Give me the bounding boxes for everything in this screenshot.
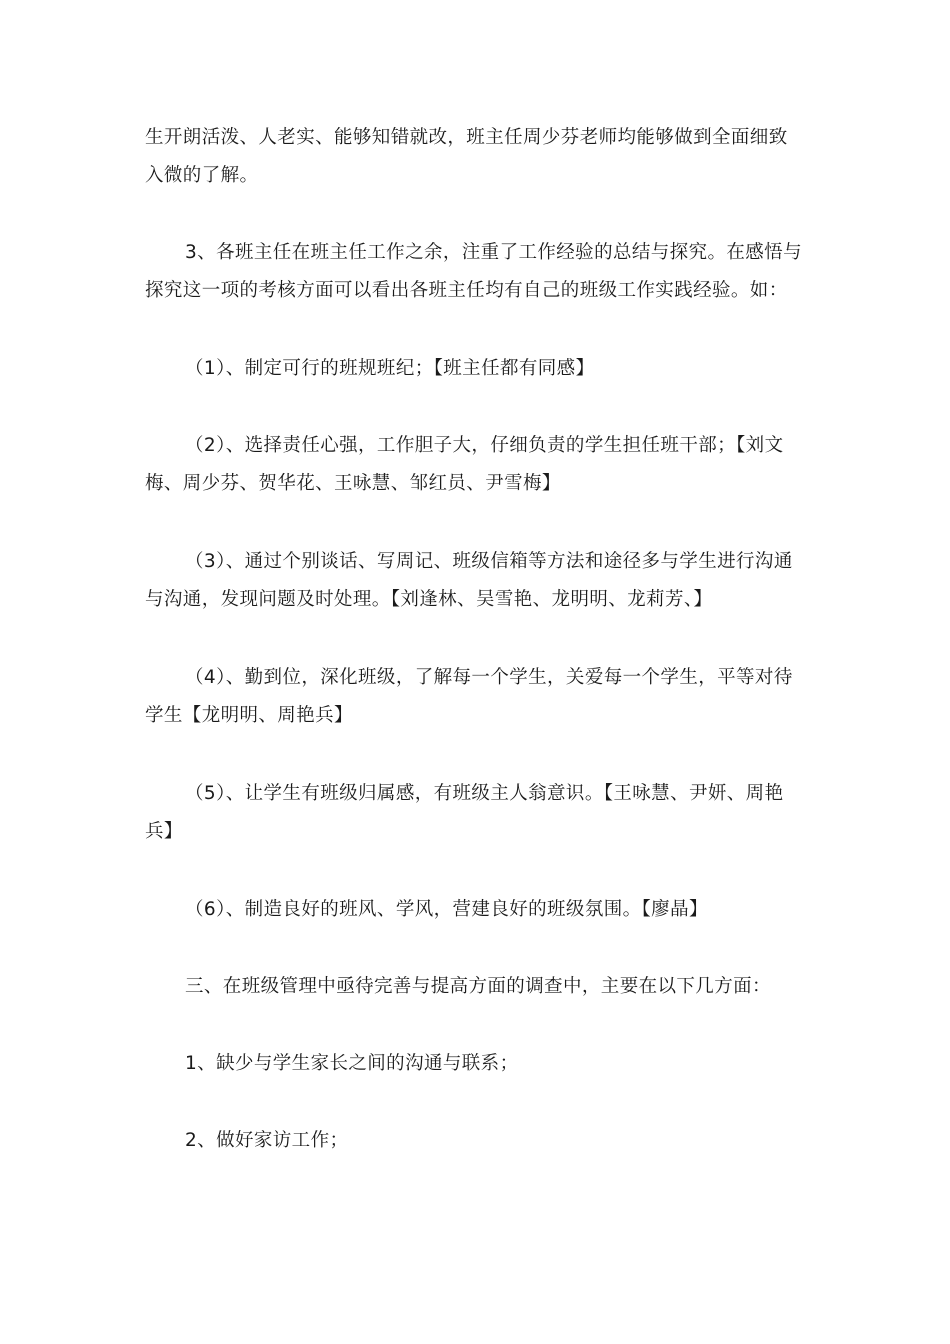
text-line: （6）、制造良好的班风、学风，营建良好的班级氛围。【廖晶】 xyxy=(185,899,708,920)
paragraph-sub-item-3 xyxy=(145,543,810,619)
paragraph-item-3 xyxy=(145,234,810,310)
text-line: （5）、让学生有班级归属感，有班级主人翁意识。【王咏慧、尹妍、周艳 xyxy=(185,783,784,804)
text-line: （1）、制定可行的班规班纪；【班主任都有同感】 xyxy=(185,358,595,379)
text-line: 兵】 xyxy=(145,821,183,842)
paragraph-sub-item-2 xyxy=(145,427,810,503)
text-line: 1、缺少与学生家长之间的沟通与联系； xyxy=(185,1053,519,1074)
text-line: 与沟通，发现问题及时处理。【刘逢林、吴雪艳、龙明明、龙莉芳、】 xyxy=(145,589,713,610)
section-heading-3 xyxy=(145,968,810,1006)
text-line: （2）、选择责任心强，工作胆子大，仔细负责的学生担任班干部；【刘文 xyxy=(185,435,784,456)
text-line: （4）、勤到位，深化班级，了解每一个学生，关爱每一个学生，平等对待 xyxy=(185,667,793,688)
paragraph-sub-item-4 xyxy=(145,659,810,735)
paragraph-continuation xyxy=(145,119,810,195)
text-line: （3）、通过个别谈话、写周记、班级信箱等方法和途径多与学生进行沟通 xyxy=(185,551,793,572)
text-line: 三、在班级管理中亟待完善与提高方面的调查中，主要在以下几方面： xyxy=(185,976,771,997)
paragraph-sub-item-5 xyxy=(145,775,810,851)
text-line: 梅、周少芬、贺华花、王咏慧、邹红员、尹雪梅】 xyxy=(145,473,561,494)
paragraph-numbered-1 xyxy=(145,1045,810,1083)
text-line: 学生【龙明明、周艳兵】 xyxy=(145,705,353,726)
text-line: 3、各班主任在班主任工作之余，注重了工作经验的总结与探究。在感悟与 xyxy=(185,242,802,263)
paragraph-numbered-2 xyxy=(145,1122,810,1160)
text-line: 生开朗活泼、人老实、能够知错就改，班主任周少芬老师均能够做到全面细致 xyxy=(145,127,788,148)
paragraph-sub-item-1 xyxy=(145,350,810,388)
text-line: 2、做好家访工作； xyxy=(185,1130,349,1151)
text-line: 探究这一项的考核方面可以看出各班主任均有自己的班级工作实践经验。如： xyxy=(145,280,788,301)
paragraph-sub-item-6 xyxy=(145,891,810,929)
text-line: 入微的了解。 xyxy=(145,165,259,186)
